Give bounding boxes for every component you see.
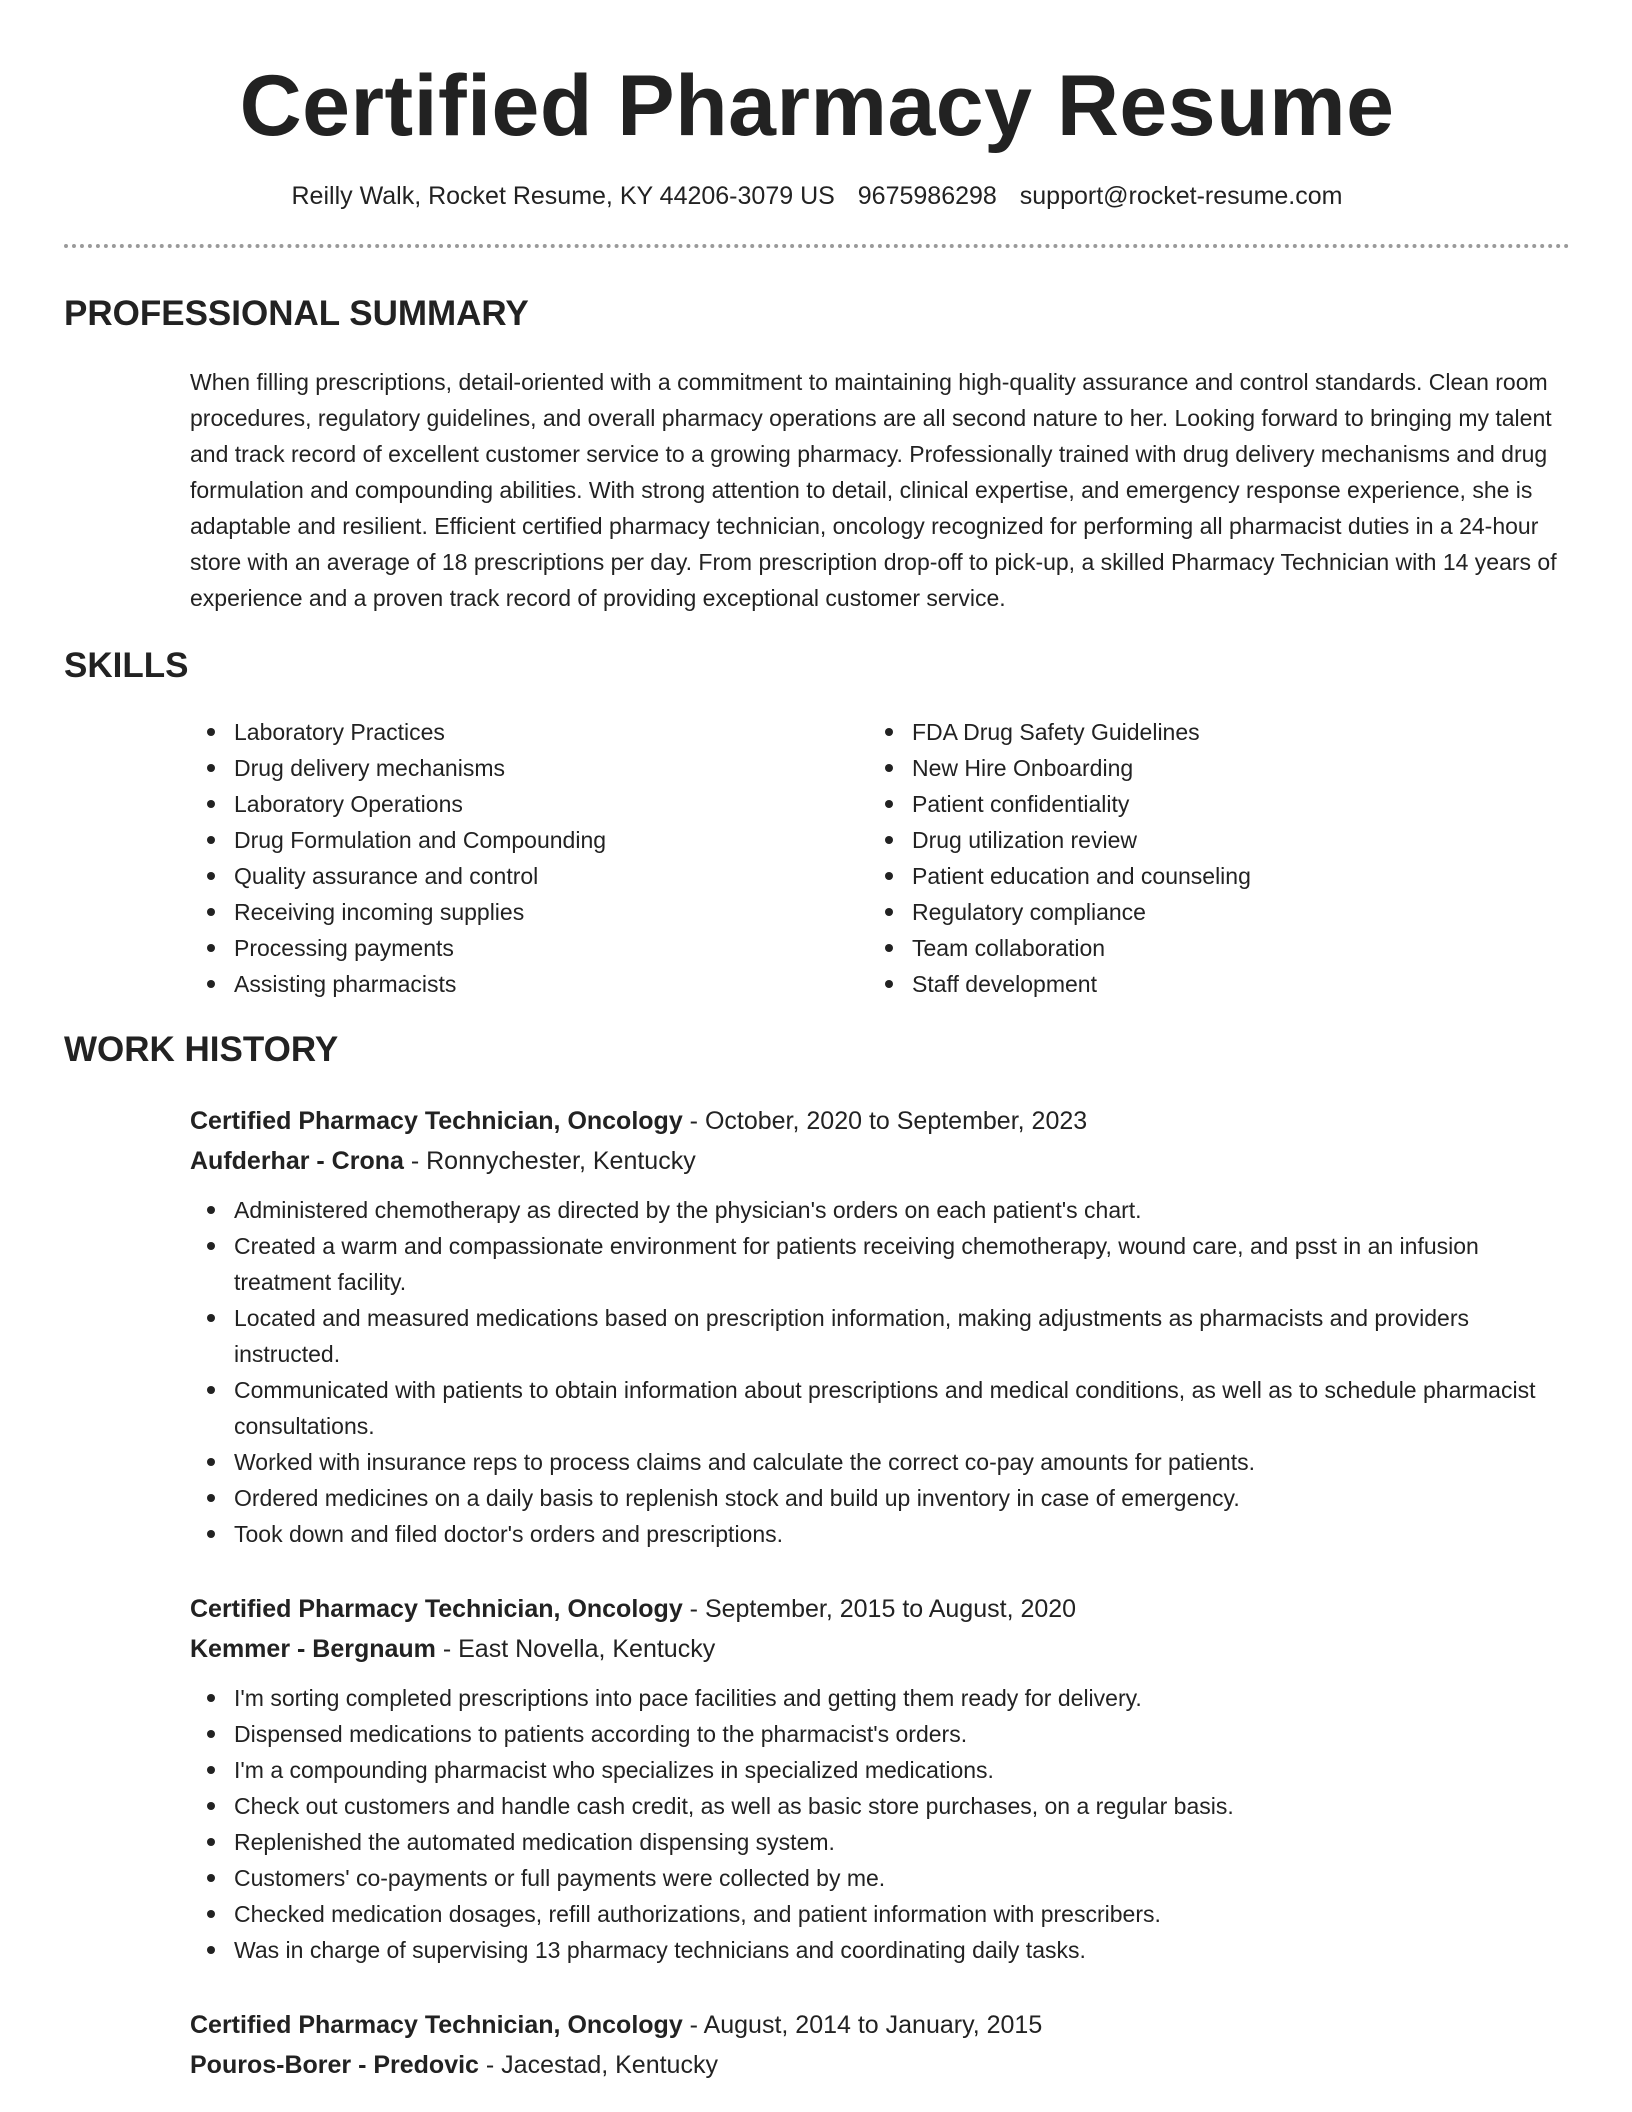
contact-email: support@rocket-resume.com [1019, 182, 1343, 210]
job-duty-item: Worked with insurance reps to process claims and calculate the correct co-pay amounts for patients. [234, 1444, 1570, 1480]
job-title-line [190, 2006, 1570, 2044]
summary-section [64, 292, 1570, 616]
skill-item: Receiving incoming supplies [234, 894, 868, 930]
job-company: Pouros-Borer - Predovic [190, 2051, 479, 2079]
job-duty-item: I'm sorting completed prescriptions into pace facilities and getting them ready for delivery. [234, 1680, 1570, 1716]
job-duty-item: Replenished the automated medication dispensing system. [234, 1824, 1570, 1860]
job-title-line [190, 1102, 1570, 1140]
summary-heading: PROFESSIONAL SUMMARY [64, 294, 529, 333]
skill-item: Patient confidentiality [912, 786, 1546, 822]
contact-line [64, 180, 1570, 212]
skills-list-left [190, 714, 868, 1002]
skill-item: Drug utilization review [912, 822, 1546, 858]
skill-item: Drug Formulation and Compounding [234, 822, 868, 858]
job-duty-item: Check out customers and handle cash credit, as well as basic store purchases, on a regular basis. [234, 1788, 1570, 1824]
skill-item: Laboratory Operations [234, 786, 868, 822]
job-entry [190, 2006, 1570, 2084]
job-company: Kemmer - Bergnaum [190, 1635, 436, 1663]
skill-item: Drug delivery mechanisms [234, 750, 868, 786]
resume-title: Certified Pharmacy Resume [239, 58, 1395, 154]
resume-page [64, 0, 1570, 2084]
job-dates: - August, 2014 to January, 2015 [682, 2011, 1043, 2039]
job-company: Aufderhar - Crona [190, 1147, 404, 1175]
skills-columns [190, 714, 1570, 1002]
skill-item: New Hire Onboarding [912, 750, 1546, 786]
job-duty-item: Located and measured medications based on prescription information, making adjustments as pharmacists and providers instructed. [234, 1300, 1570, 1372]
header-divider [64, 244, 1570, 248]
job-duty-item: Created a warm and compassionate environment for patients receiving chemotherapy, wound care, and psst in an infusion treatment facility. [234, 1228, 1570, 1300]
skills-column-right [868, 714, 1546, 1002]
skill-item: FDA Drug Safety Guidelines [912, 714, 1546, 750]
skills-list-right [868, 714, 1546, 1002]
skills-section [64, 644, 1570, 1002]
job-entry [190, 1102, 1570, 1552]
job-company-line [190, 1142, 1570, 1180]
job-dates: - September, 2015 to August, 2020 [682, 1595, 1077, 1623]
job-duty-item: Ordered medicines on a daily basis to replenish stock and build up inventory in case of emergency. [234, 1480, 1570, 1516]
job-duty-item: Took down and filed doctor's orders and prescriptions. [234, 1516, 1570, 1552]
job-location: - East Novella, Kentucky [435, 1635, 716, 1663]
job-duty-item: Dispensed medications to patients according to the pharmacist's orders. [234, 1716, 1570, 1752]
job-company-line [190, 1630, 1570, 1668]
job-duty-item: Checked medication dosages, refill authorizations, and patient information with prescribers. [234, 1896, 1570, 1932]
job-duty-item: I'm a compounding pharmacist who specializes in specialized medications. [234, 1752, 1570, 1788]
skills-heading: SKILLS [64, 646, 189, 685]
job-duty-item: Was in charge of supervising 13 pharmacy technicians and coordinating daily tasks. [234, 1932, 1570, 1968]
skill-item: Laboratory Practices [234, 714, 868, 750]
work-section [64, 1028, 1570, 2084]
job-duty-item: Communicated with patients to obtain information about prescriptions and medical conditions, as well as to schedule pharmacist consultations. [234, 1372, 1570, 1444]
job-duty-item: Customers' co-payments or full payments were collected by me. [234, 1860, 1570, 1896]
work-history-list [64, 1102, 1570, 2084]
job-title-line [190, 1590, 1570, 1628]
skill-item: Processing payments [234, 930, 868, 966]
job-title: Certified Pharmacy Technician, Oncology [190, 1107, 683, 1135]
summary-text: When filling prescriptions, detail-oriented with a commitment to maintaining high-quality assurance and control standards. Clean room procedures, regulatory guidelines, and overall pharmacy operations are all second nature to her. Looking forward to bringing my talent and track record of excellent customer service to a growing pharmacy. Professionally trained with drug delivery mechanisms and drug formulation and compounding abilities. With strong attention to detail, clinical expertise, and emergency response experience, she is adaptable and resilient. Efficient certified pharmacy technician, oncology recognized for performing all pharmacist duties in a 24-hour store with an average of 18 prescriptions per day. From prescription drop-off to pick-up, a skilled Pharmacy Technician with 14 years of experience and a proven track record of providing exceptional customer service. [190, 369, 1557, 611]
skill-item: Assisting pharmacists [234, 966, 868, 1002]
contact-phone: 9675986298 [857, 182, 997, 210]
job-location: - Jacestad, Kentucky [478, 2051, 718, 2079]
job-duties-list [190, 1680, 1570, 1968]
skills-column-left [190, 714, 868, 1002]
skill-item: Patient education and counseling [912, 858, 1546, 894]
job-duties-list [190, 1192, 1570, 1552]
skill-item: Quality assurance and control [234, 858, 868, 894]
skill-item: Team collaboration [912, 930, 1546, 966]
skill-item: Regulatory compliance [912, 894, 1546, 930]
job-duty-item: Administered chemotherapy as directed by the physician's orders on each patient's chart. [234, 1192, 1570, 1228]
job-title: Certified Pharmacy Technician, Oncology [190, 1595, 683, 1623]
job-dates: - October, 2020 to September, 2023 [682, 1107, 1088, 1135]
job-entry [190, 1590, 1570, 1968]
job-title: Certified Pharmacy Technician, Oncology [190, 2011, 683, 2039]
job-company-line [190, 2046, 1570, 2084]
skill-item: Staff development [912, 966, 1546, 1002]
work-heading: WORK HISTORY [64, 1030, 339, 1069]
job-location: - Ronnychester, Kentucky [403, 1147, 696, 1175]
contact-address: Reilly Walk, Rocket Resume, KY 44206-3079 US [291, 182, 835, 210]
